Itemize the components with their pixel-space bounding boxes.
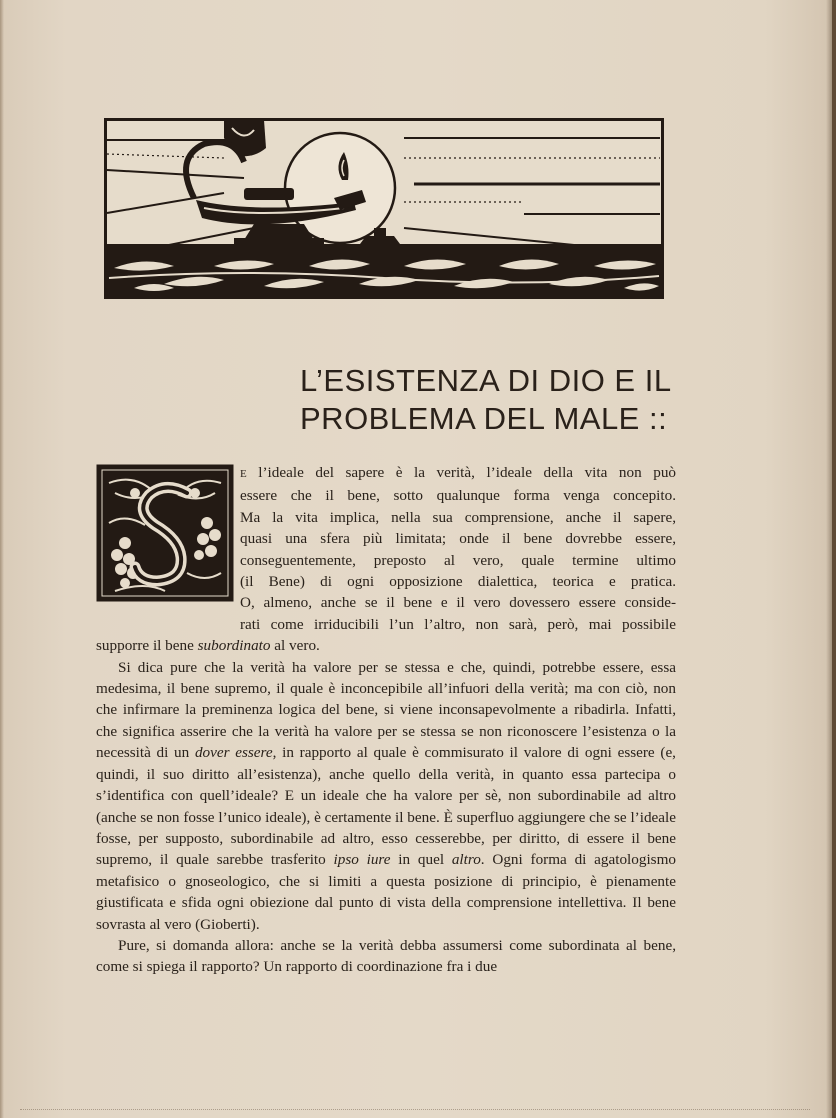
text-run: Si dica pure che la verità ha valore per se stessa e che, quindi, potrebbe essere, essa medesima, il bene supremo, il quale è inconcepibile all’infuori della verità; ma con ciò, non che infirmare la preminenza logica del bene, si viene inconsapevolmente a ribadirla. Infatti, che significa asserire che la verità ha valore per se stessa se non riconoscere l’esistenza o la necessità di un xyxy=(96,658,676,762)
text-run: in quel xyxy=(390,851,452,869)
text-run: supporre il bene xyxy=(96,637,198,655)
oil-lamp-vignette-illustration xyxy=(104,118,664,302)
paragraph-line: l’ideale del sapere è la verità, l’ideale della vita non può xyxy=(258,464,677,481)
opening-paragraph-wrapped xyxy=(96,462,676,635)
article-title-line-1: L’ESISTENZA DI DIO E IL xyxy=(300,363,672,398)
text-run: , in rapporto al quale è commisurato il valore di ogni essere (e, quindi, il suo diritto all’esistenza), anche quello della verità, in quanto essa partecipa o s’identifica con quell’ideale? E un ideale che ha valore per sè, non subordinabile ad altro (anche se non fosse l’unico ideale), è certamente il bene. È superfluo aggiungere che se l’ideale fosse, per supposto, subordinabile ad altro, esso cesserebbe, per diritto, di essere il bene supremo, il quale sarebbe trasferito xyxy=(96,744,676,869)
article-title xyxy=(300,362,720,438)
text-run: . Ogni forma di agatologismo metafisico o gnoseologico, che si limiti a questa posizione di principio, è pienamente giustificata e sfida ogni obiezione dal punto di vista della comprensione intellettiva. Il bene sovrasta al vero (Gioberti). xyxy=(96,851,676,933)
paragraph-line: essere che il bene, sotto qualunque forma venga concepito. xyxy=(240,487,676,505)
paragraph-2 xyxy=(96,657,676,935)
opening-line xyxy=(96,462,676,485)
paragraph-line: quasi una sfera più limitata; onde il bene dovrebbe essere, xyxy=(240,530,676,548)
italic-term: altro xyxy=(451,851,481,869)
paragraph-3: Pure, si domanda allora: anche se la verità debba assumersi come subordinata al bene, come si spiega il rapporto? Un rapporto di coordinazione fra i due xyxy=(96,936,676,976)
paragraph-line: conseguentemente, preposto al vero, quale termine ultimo xyxy=(240,551,676,569)
text-run: al vero. xyxy=(270,637,320,655)
italic-term: subordinato xyxy=(197,637,271,655)
page-bottom-edge xyxy=(20,1109,810,1112)
italic-term: dover essere xyxy=(194,744,273,762)
paragraph-line: Ma la vita implica, nella sua comprensione, anche il sapere, xyxy=(240,508,676,526)
paragraph-line: O, almeno, anche se il bene e il vero dovessero essere conside- xyxy=(240,594,676,612)
italic-term: ipso iure xyxy=(333,851,391,869)
page-edge-shadow xyxy=(0,0,4,1118)
article-body xyxy=(96,462,676,978)
paragraph-line: rati come irriducibili l’un l’altro, non sarà, però, mai possibile xyxy=(240,615,676,633)
opening-paragraph-last-line xyxy=(96,635,676,656)
initial-remainder: E xyxy=(240,468,247,480)
article-title-line-2: PROBLEMA DEL MALE :: xyxy=(300,401,668,436)
paragraph-line: (il Bene) di ogni opposizione dialettica, teorica e pratica. xyxy=(240,573,676,591)
